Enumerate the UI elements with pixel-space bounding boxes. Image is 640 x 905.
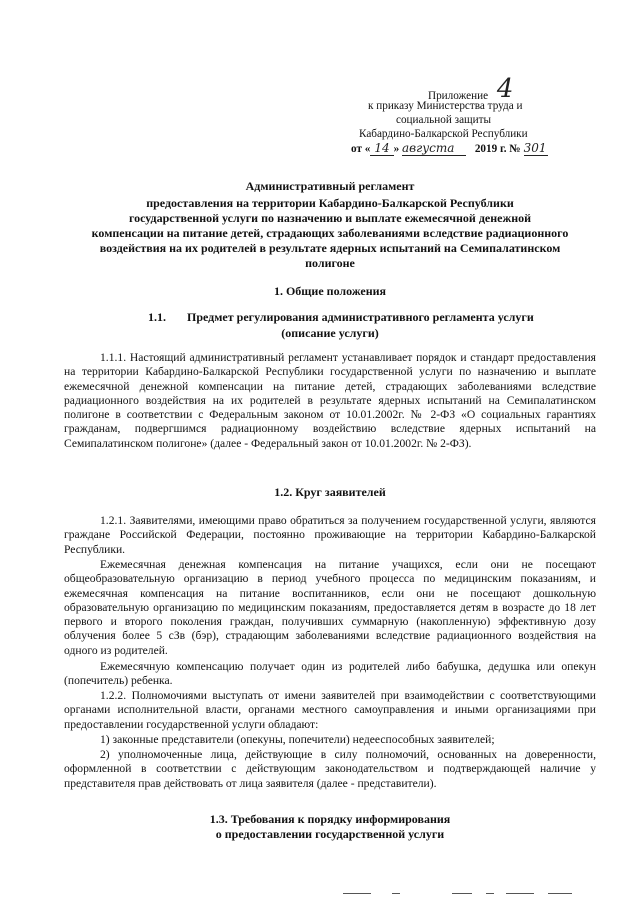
scan-mark-5 — [506, 893, 534, 894]
paragraph-1-2-2: 1.2.2. Полномочиями выступать от имени заявителей при взаимодействии с соответствующими органами исполнительной власти, органами местного самоуправления и иными организациями при предоставлении государственной услуги обладают: — [64, 689, 596, 731]
section-1-2-heading: 1.2. Круг заявителей — [274, 485, 386, 499]
title-line-3: государственной услуги по назначению и выплате ежемесячной денежной — [128, 211, 532, 225]
section-1-1-number: 1.1. — [148, 310, 166, 324]
date-month: августа — [402, 141, 466, 156]
list-item-authorized-persons: 2) уполномоченные лица, действующие в силу полномочий, основанных на доверенности, оформленной в соответствии с действующим законодательством и подтверждающей наличие у представителя прав действовать от лица заявителя (далее - представители). — [64, 748, 596, 790]
title-line-5: воздействия на их родителей в результате ядерных испытаний на Семипалатинском — [99, 241, 561, 255]
section-1-1-title: Предмет регулирования административного регламента услуги — [187, 310, 534, 324]
title-line-2: предоставления на территории Кабардино-Балкарской Республики — [146, 196, 514, 210]
date-mid: » — [393, 143, 403, 155]
date-year: 2019 г. № — [474, 143, 521, 155]
section-1-1-subtitle: (описание услуги) — [281, 326, 379, 340]
order-number: 301 — [523, 141, 547, 155]
section-1-3-heading — [64, 812, 596, 842]
appendix-number: 4 — [496, 74, 514, 104]
title-line-6: полигоне — [305, 256, 355, 270]
scan-mark-6 — [548, 893, 572, 894]
scan-mark-4 — [486, 893, 494, 894]
header-line-republic: Кабардино-Балкарской Республики — [359, 128, 528, 140]
section-1-3-line-1: 1.3. Требования к порядку информирования — [209, 812, 451, 826]
paragraph-1-2-compensation: Ежемесячная денежная компенсация на питание учащихся, если они не посещают общеобразовательную организацию в период учебного процесса по медицинским показаниям, и ежемесячная компенсация на питание воспитанников, если они не посещают дошкольную образовательную организацию по медицинским показаниям, предоставляется детям в возрасте до 18 лет первого и второго поколения граждан, получивших суммарную (накопленную) эффективную дозу облучения более 5 сЗв (бэр), страдающим заболеваниями вследствие радиационного воздействия на одного из родителей. — [64, 558, 596, 657]
date-prefix: от « — [351, 143, 371, 155]
scan-mark-2 — [392, 893, 400, 894]
header-line-date — [351, 141, 548, 156]
scan-mark-3 — [452, 893, 472, 894]
paragraph-1-1-1: 1.1.1. Настоящий административный регламент устанавливает порядок и стандарт предоставления на территории Кабардино-Балкарской Республики государственной услуги по назначению и выплате ежемесячной денежной компенсации на питание детей, страдающих заболеваниями вследствие радиационного воздействия на их родителей в результате ядерных испытаний на Семипалатинском полигоне в соответствии с Федеральным законом от 10.01.2002г. № 2-ФЗ «О социальных гарантиях гражданам, подвергшимся радиационному воздействию вследствие ядерных испытаний на Семипалатинском полигоне» (далее - Федеральный закон от 10.01.2002г. № 2-ФЗ). — [64, 351, 596, 450]
doc-title — [64, 179, 596, 271]
date-day: 14 — [370, 141, 393, 156]
paragraph-1-2-recipient: Ежемесячную компенсацию получает один из родителей либо бабушка, дедушка или опекун (попечитель) ребенка. — [64, 660, 596, 688]
paragraph-1-2-1: 1.2.1. Заявителями, имеющими право обратиться за получением государственной услуги, являются граждане Российской Федерации, постоянно проживающие на территории Кабардино-Балкарской Республики. — [64, 514, 596, 556]
section-1-3-line-2: о предоставлении государственной услуги — [215, 827, 445, 841]
section-1-1-heading — [64, 310, 596, 341]
header-line-ministry: социальной защиты — [396, 114, 492, 126]
section-1-heading: 1. Общие положения — [273, 284, 387, 298]
scan-mark-1 — [343, 893, 371, 894]
header-line-order: к приказу Министерства труда и — [368, 100, 523, 112]
appendix-text: Приложение — [428, 90, 489, 102]
title-line-1: Административный регламент — [245, 179, 415, 193]
list-item-legal-representatives: 1) законные представители (опекуны, попечители) недееспособных заявителей; — [100, 733, 495, 746]
title-line-4: компенсации на питание детей, страдающих заболеваниями вследствие радиационного — [91, 226, 569, 240]
